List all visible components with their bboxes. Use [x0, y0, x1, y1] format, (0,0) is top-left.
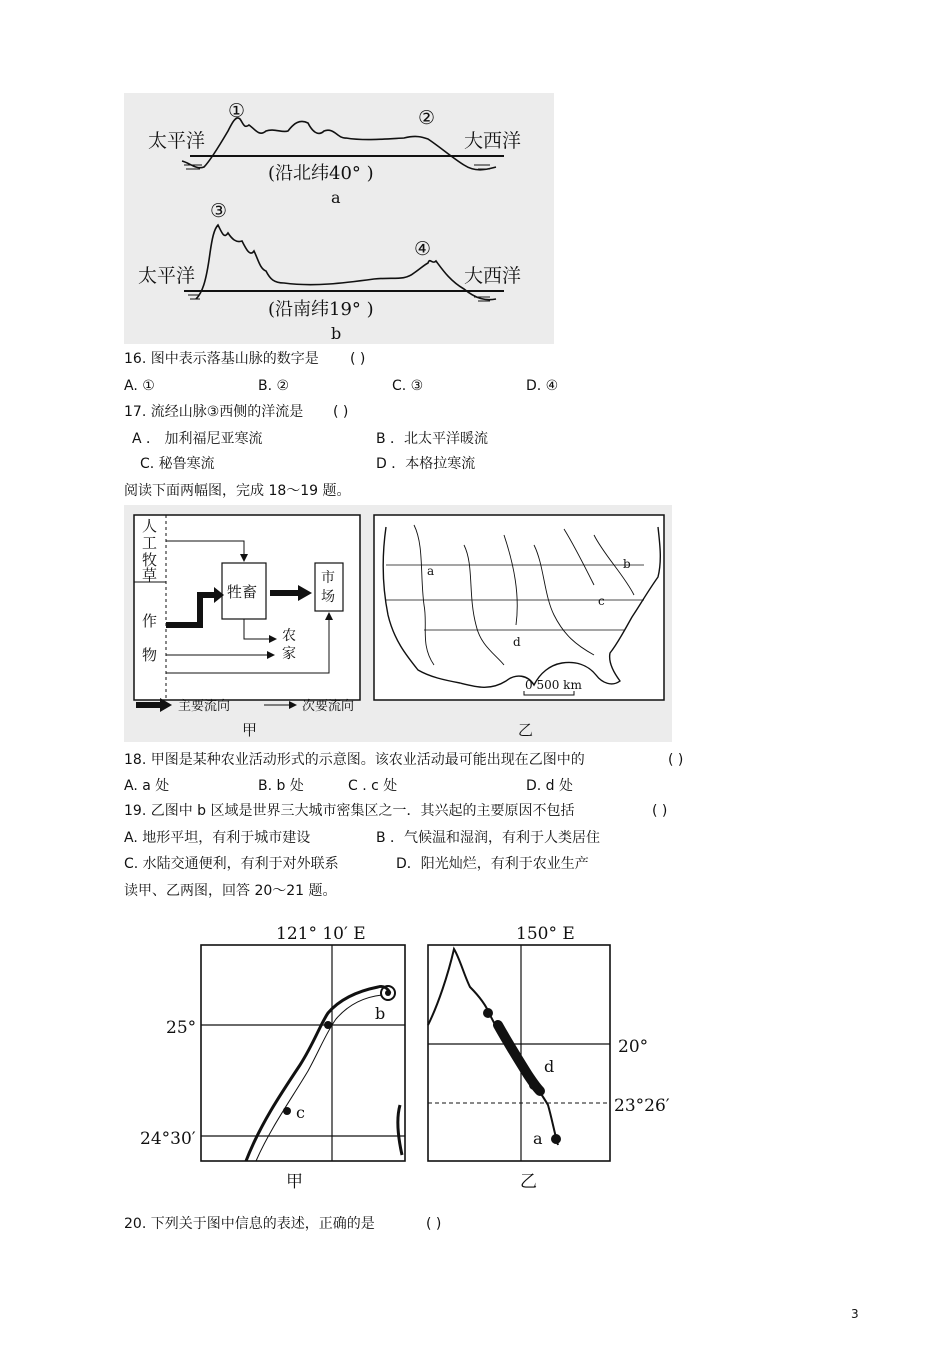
question-17-option-c: C. 秘鲁寒流 — [140, 456, 215, 472]
question-16-option-c: C. ③ — [392, 378, 424, 394]
grass-char-4: 草 — [142, 566, 158, 584]
map-label-d: d — [513, 635, 521, 649]
figure2-jia-caption: 甲 — [242, 721, 258, 739]
map-jia-frame — [201, 945, 405, 1161]
market-char-2: 场 — [321, 589, 335, 605]
question-17-option-d: D ．本格拉寒流 — [376, 456, 476, 472]
crop-char-1: 作 — [142, 612, 158, 630]
map-jia-longitude: 121° 10′ E — [276, 924, 366, 944]
cross-section-drawing — [124, 93, 554, 344]
livestock-label: 牲畜 — [227, 583, 258, 601]
map-yi-lat1-label: 20° — [618, 1037, 649, 1057]
map-jia-lat1-label: 25° — [166, 1018, 197, 1038]
question-18-answer-paren: ( ) — [668, 752, 684, 768]
section-b-label: b — [331, 324, 342, 343]
grass-char-2: 工 — [142, 534, 158, 552]
question-17-stem: 17. 流经山脉③西侧的洋流是 — [124, 404, 304, 420]
map-yi-point-d — [529, 1080, 539, 1090]
map-yi-caption: 乙 — [520, 1172, 537, 1192]
question-16-stem: 16. 图中表示落基山脉的数字是 — [124, 351, 319, 367]
usa-map-frame — [374, 515, 664, 700]
section-a-label: a — [331, 188, 341, 207]
grass-char-3: 牧 — [142, 551, 158, 569]
map-jia-caption: 甲 — [286, 1172, 303, 1192]
cross-section-figure — [124, 93, 554, 344]
question-16-answer-paren: ( ) — [350, 351, 366, 367]
instruction-20-21: 读甲、乙两图，回答 20～21 题。 — [124, 883, 337, 899]
section-a-mark-1: ① — [228, 100, 246, 122]
question-17-option-a: A ． 加利福尼亚寒流 — [132, 431, 263, 447]
coastline-maps-figure — [130, 915, 670, 1200]
question-19-stem: 19. 乙图中 b 区域是世界三大城市密集区之一．其兴起的主要原因不包括 — [124, 803, 575, 819]
question-20-answer-paren: ( ) — [426, 1216, 442, 1232]
map-label-b: b — [623, 557, 631, 571]
section-b-right-ocean: 大西洋 — [464, 265, 522, 287]
question-17-option-b: B ．北太平洋暖流 — [376, 431, 489, 447]
map-yi-city-dot — [483, 1008, 493, 1018]
question-19-option-b: B ．气候温和湿润，有利于人类居住 — [376, 830, 601, 846]
question-16-option-b: B. ② — [258, 378, 290, 394]
map-yi-lat2-label: 23°26′ — [614, 1096, 670, 1116]
map-yi-point-a — [551, 1134, 561, 1144]
question-19-option-c: C. 水陆交通便利，有利于对外联系 — [124, 856, 339, 872]
farm-char-1: 农 — [282, 628, 296, 644]
question-16-option-a: A. ① — [124, 378, 155, 394]
figure2-yi-caption: 乙 — [518, 721, 534, 739]
legend-minor-label: 次要流向 — [302, 699, 355, 714]
section-b-left-ocean: 太平洋 — [138, 265, 196, 287]
page-number: 3 — [851, 1307, 859, 1321]
map-jia-lat2-label: 24°30′ — [140, 1129, 196, 1149]
instruction-18-19: 阅读下面两幅图，完成 18～19 题。 — [124, 483, 351, 499]
section-a-left-ocean: 太平洋 — [148, 130, 206, 152]
grass-char-1: 人 — [142, 517, 158, 535]
map-yi-label-d: d — [544, 1057, 555, 1076]
section-b-caption: (沿南纬19° ) — [268, 299, 374, 320]
market-char-1: 市 — [321, 570, 335, 586]
section-a-profile — [182, 118, 496, 170]
section-a-caption: (沿北纬40° ) — [268, 163, 374, 184]
question-20-stem: 20. 下列关于图中信息的表述，正确的是 — [124, 1216, 375, 1232]
farm-char-2: 家 — [282, 646, 296, 662]
map-jia-point-b — [385, 990, 391, 996]
section-b-profile — [196, 225, 496, 300]
agriculture-figure — [124, 505, 672, 742]
section-a-mark-2: ② — [418, 107, 436, 129]
question-19-answer-paren: ( ) — [652, 803, 668, 819]
question-18-stem: 18. 甲图是某种农业活动形式的示意图。该农业活动最可能出现在乙图中的 — [124, 752, 585, 768]
crop-char-2: 物 — [142, 646, 158, 664]
question-19-option-a: A. 地形平坦，有利于城市建设 — [124, 830, 311, 846]
map-jia-label-b: b — [375, 1004, 386, 1023]
agriculture-drawing — [124, 505, 672, 742]
section-b-mark-4: ④ — [414, 238, 432, 260]
question-16-option-d: D. ④ — [526, 378, 559, 394]
question-18-option-b: B. b 处 — [258, 778, 304, 794]
question-18-option-d: D. d 处 — [526, 778, 574, 794]
map-scale-label: 0 500 km — [525, 678, 582, 692]
section-b-mark-3: ③ — [210, 200, 228, 222]
question-18-option-a: A. a 处 — [124, 778, 170, 794]
map-jia-point-c — [283, 1107, 291, 1115]
question-18-option-c: C . c 处 — [348, 778, 398, 794]
question-17-answer-paren: ( ) — [333, 404, 349, 420]
map-yi-longitude: 150° E — [516, 924, 575, 944]
section-a-right-ocean: 大西洋 — [464, 130, 522, 152]
map-jia-label-c: c — [296, 1103, 305, 1122]
map-jia-city-dot — [324, 1021, 332, 1029]
map-yi-label-a: a — [533, 1129, 543, 1148]
question-19-option-d: D．阳光灿烂，有利于农业生产 — [396, 856, 589, 872]
map-label-a: a — [427, 564, 435, 578]
legend-main-label: 主要流向 — [178, 699, 231, 714]
map-label-c: c — [598, 594, 605, 608]
coastline-maps-drawing — [130, 915, 670, 1200]
